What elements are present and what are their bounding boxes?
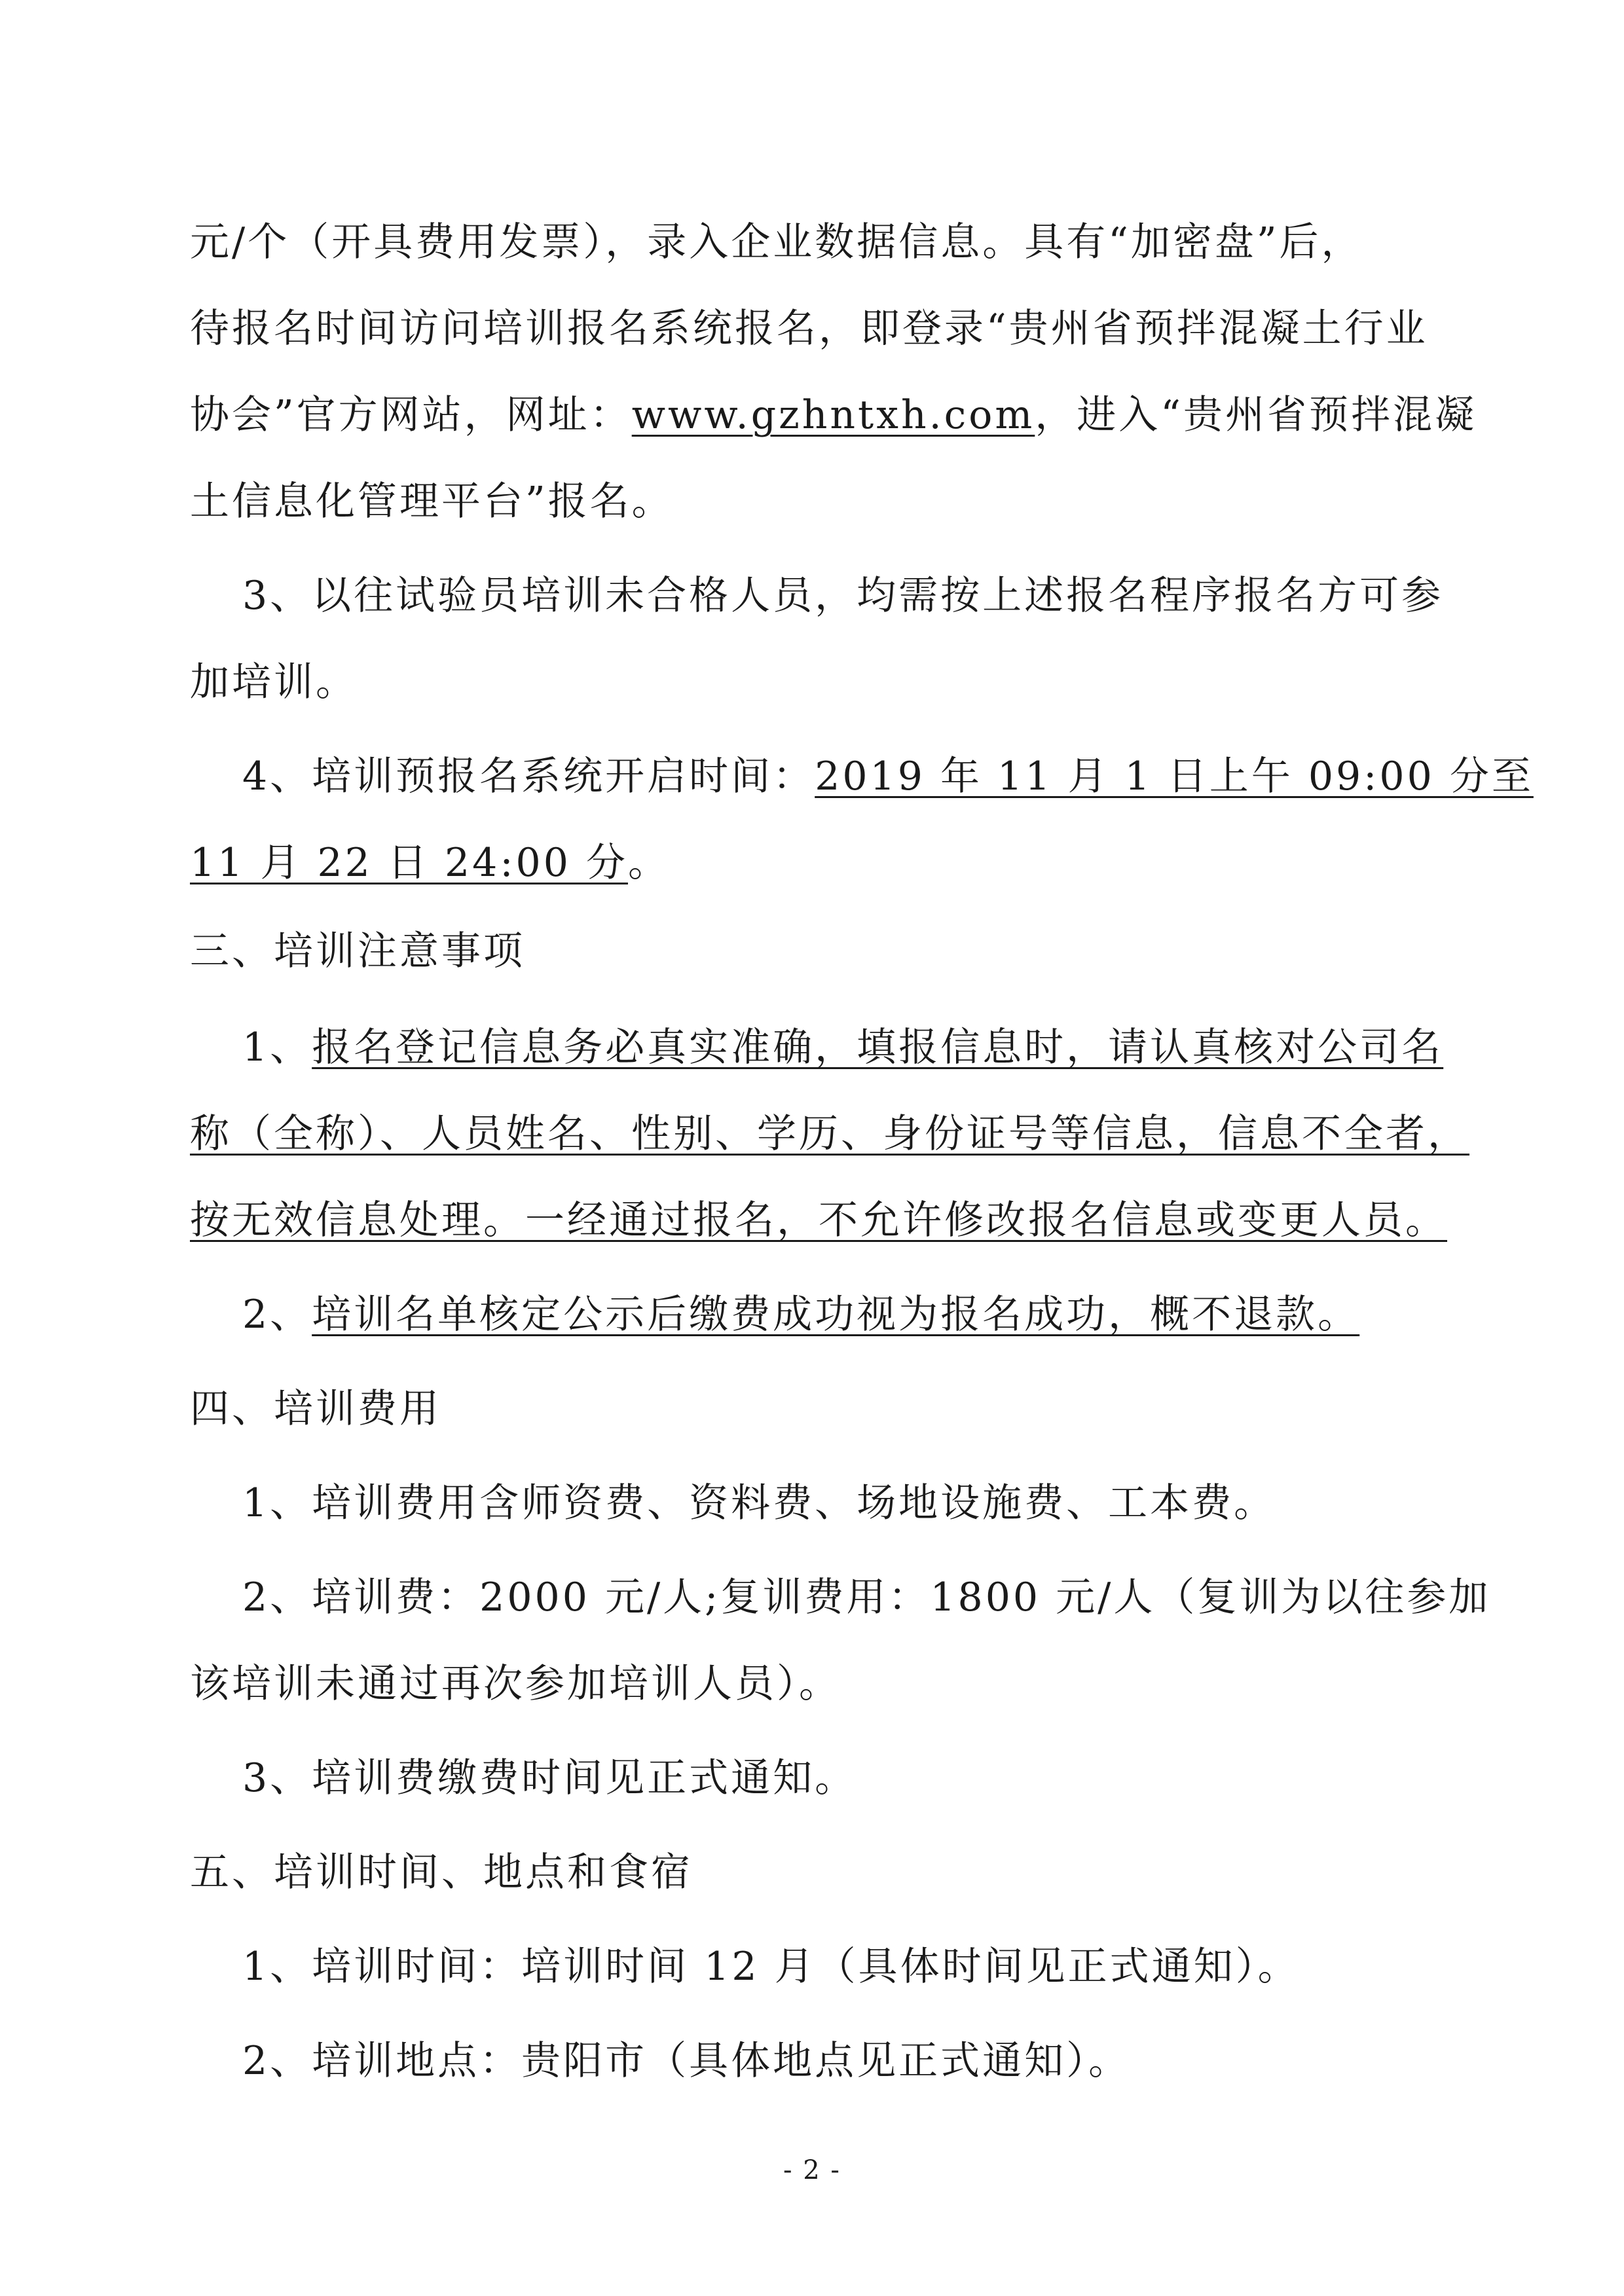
paragraph-line [190,1658,1434,1710]
text-span: 协会”官方网站，网址： [190,392,632,438]
section-heading [190,925,1434,977]
text-span: 该培训未通过再次参加培训人员）。 [190,1661,841,1707]
paragraph-line [242,2035,1434,2087]
paragraph-line [190,475,1434,528]
text-span: 加培训。 [190,659,358,705]
paragraph-line [190,389,1477,441]
paragraph-line [190,216,1434,268]
paragraph-line [242,1288,1434,1341]
underlined-text: 2019 年 11 月 1 日上午 09:00 分至 [815,754,1534,799]
text-span: 3、以往试验员培训未合格人员，均需按上述报名程序报名方可参 [242,573,1444,619]
paragraph-line [190,656,1434,708]
paragraph-line [242,1021,1444,1074]
heading-text: 三、培训注意事项 [190,928,525,974]
website-link[interactable]: www.gzhntxh.com [631,392,1035,438]
text-span: 。 [627,840,670,886]
heading-text: 四、培训费用 [190,1386,441,1432]
paragraph-line [242,1941,1434,1993]
paragraph-line [190,302,1434,355]
underlined-text: 报名登记信息务必真实准确，填报信息时，请认真核对公司名 [312,1025,1444,1070]
text-span: 4、培训预报名系统开启时间： [242,754,815,799]
text-span: 1、培训费用含师资费、资料费、场地设施费、工本费。 [242,1480,1276,1526]
text-span: 待报名时间访问培训报名系统报名，即登录“贵州省预拌混凝土行业 [190,306,1428,352]
text-span: ，进入“贵州省预拌混凝 [1035,392,1477,438]
text-span: 2、 [242,1292,312,1338]
page-number: - 2 - [783,2155,841,2185]
paragraph-line [242,750,1534,803]
paragraph-line [242,570,1444,622]
underlined-text: 11 月 22 日 24:00 分 [190,840,628,886]
paragraph-line [242,1752,1434,1804]
paragraph-line [242,1477,1434,1529]
text-span: 土信息化管理平台”报名。 [190,479,674,524]
text-span: 1、培训时间：培训时间 12 月（具体时间见正式通知）。 [242,1944,1300,1990]
text-span: 2、培训费：2000 元/人;复训费用：1800 元/人（复训为以往参加 [242,1575,1491,1620]
underlined-text: 称（全称）、人员姓名、性别、学历、身份证号等信息，信息不全者， [190,1111,1469,1157]
text-span: 2、培训地点：贵阳市（具体地点见正式通知）。 [242,2038,1131,2084]
text-span: 1、 [242,1025,312,1070]
underlined-text: 按无效信息处理。一经通过报名，不允许修改报名信息或变更人员。 [190,1197,1447,1243]
paragraph-line [190,1108,1469,1160]
paragraph-line [190,1194,1447,1247]
text-span: 3、培训费缴费时间见正式通知。 [242,1755,857,1801]
paragraph-line [242,1571,1491,1624]
text-span: 元/个（开具费用发票），录入企业数据信息。具有“加密盘”后， [190,219,1363,265]
paragraph-line [190,837,1434,889]
underlined-text: 培训名单核定公示后缴费成功视为报名成功，概不退款。 [312,1292,1360,1338]
section-heading [190,1846,1434,1899]
section-heading [190,1383,1434,1435]
heading-text: 五、培训时间、地点和食宿 [190,1850,693,1895]
